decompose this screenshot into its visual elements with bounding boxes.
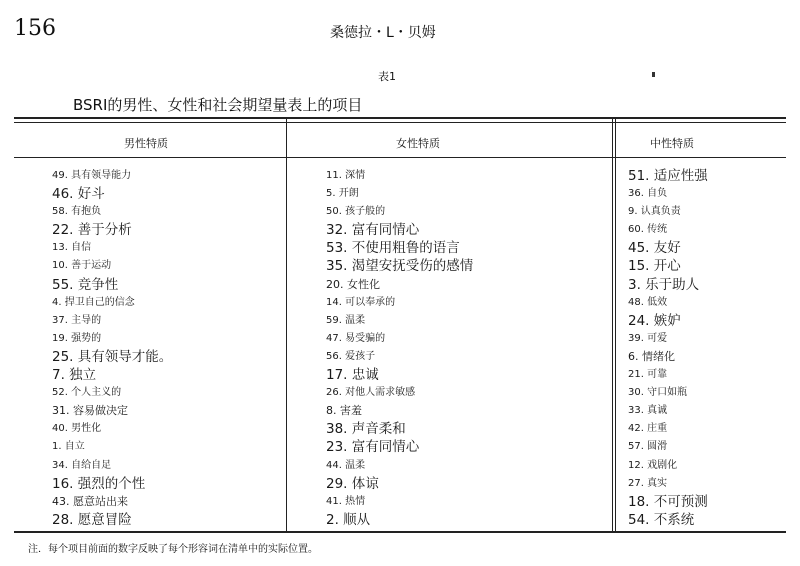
feminine-trait-item: 2. 顺从 bbox=[326, 511, 371, 528]
neutral-trait-item: 15. 开心 bbox=[628, 258, 681, 275]
running-header: 桑德拉・L・贝姆 bbox=[330, 25, 436, 41]
neutral-trait-item: 6. 情绪化 bbox=[628, 349, 675, 363]
neutral-trait-item: 9. 认真负责 bbox=[628, 206, 681, 218]
masculine-trait-item: 7. 独立 bbox=[52, 367, 97, 384]
feminine-trait-item: 23. 富有同情心 bbox=[326, 439, 420, 456]
neutral-trait-item: 18. 不可预测 bbox=[628, 493, 708, 510]
masculine-trait-item: 10. 善于运动 bbox=[52, 260, 112, 272]
masculine-trait-item: 43. 愿意站出来 bbox=[52, 494, 128, 508]
column-divider bbox=[286, 119, 287, 532]
masculine-trait-item: 37. 主导的 bbox=[52, 314, 102, 326]
masculine-trait-item: 16. 强烈的个性 bbox=[52, 475, 146, 492]
feminine-trait-item: 53. 不使用粗鲁的语言 bbox=[326, 240, 460, 257]
neutral-trait-item: 60. 传统 bbox=[628, 224, 668, 236]
neutral-traits-list bbox=[628, 167, 708, 529]
column-divider bbox=[612, 119, 613, 532]
masculine-trait-item: 46. 好斗 bbox=[52, 186, 105, 203]
masculine-trait-item: 13. 自信 bbox=[52, 242, 92, 254]
masculine-trait-item: 58. 有抱负 bbox=[52, 206, 102, 218]
feminine-trait-item: 29. 体谅 bbox=[326, 475, 379, 492]
masculine-trait-item: 19. 强势的 bbox=[52, 332, 102, 344]
column-divider bbox=[615, 119, 616, 532]
ink-mark bbox=[652, 72, 655, 77]
feminine-trait-item: 38. 声音柔和 bbox=[326, 421, 406, 438]
masculine-trait-item: 49. 具有领导能力 bbox=[52, 170, 132, 181]
neutral-trait-item: 45. 友好 bbox=[628, 240, 681, 257]
feminine-trait-item: 11. 深情 bbox=[326, 170, 366, 181]
neutral-trait-item: 21. 可靠 bbox=[628, 369, 668, 381]
neutral-trait-item: 51. 适应性强 bbox=[628, 168, 708, 184]
neutral-trait-item: 36. 自负 bbox=[628, 188, 668, 200]
feminine-trait-item: 56. 爱孩子 bbox=[326, 350, 376, 362]
feminine-trait-item: 41. 热情 bbox=[326, 495, 366, 507]
column-header-feminine: 女性特质 bbox=[396, 137, 440, 150]
neutral-trait-item: 3. 乐于助人 bbox=[628, 276, 700, 293]
feminine-trait-item: 35. 渴望安抚受伤的感情 bbox=[326, 258, 474, 275]
masculine-trait-item: 34. 自给自足 bbox=[52, 459, 112, 471]
column-header-neutral: 中性特质 bbox=[650, 137, 694, 150]
neutral-trait-item: 39. 可爱 bbox=[628, 332, 668, 344]
feminine-trait-item: 50. 孩子般的 bbox=[326, 206, 386, 218]
neutral-trait-item: 24. 嫉妒 bbox=[628, 312, 681, 329]
column-header-masculine: 男性特质 bbox=[124, 137, 168, 150]
neutral-trait-item: 57. 圆滑 bbox=[628, 441, 668, 453]
feminine-trait-item: 5. 开朗 bbox=[326, 188, 359, 200]
feminine-trait-item: 32. 富有同情心 bbox=[326, 222, 420, 239]
feminine-trait-item: 44. 温柔 bbox=[326, 459, 366, 471]
neutral-trait-item: 33. 真诚 bbox=[628, 405, 668, 417]
table-label: 表1 bbox=[378, 70, 396, 83]
table-title: BSRI的男性、女性和社会期望量表上的项目 bbox=[73, 96, 363, 114]
feminine-traits-list bbox=[326, 167, 473, 529]
masculine-trait-item: 31. 容易做决定 bbox=[52, 404, 128, 418]
feminine-trait-item: 8. 害羞 bbox=[326, 404, 362, 418]
neutral-trait-item: 48. 低效 bbox=[628, 296, 668, 308]
table-bottom-rule bbox=[14, 531, 786, 533]
page-number: 156 bbox=[14, 16, 56, 41]
footnote: 注．每个项目前面的数字反映了每个形容词在清单中的实际位置。 bbox=[28, 544, 318, 555]
neutral-trait-item: 12. 戏剧化 bbox=[628, 459, 678, 471]
masculine-trait-item: 40. 男性化 bbox=[52, 423, 102, 435]
table-top-rule bbox=[14, 117, 786, 119]
masculine-trait-item: 4. 捍卫自己的信念 bbox=[52, 296, 135, 308]
neutral-trait-item: 42. 庄重 bbox=[628, 423, 668, 435]
table-top-rule-inner bbox=[14, 122, 786, 123]
header-rule bbox=[14, 157, 786, 158]
masculine-trait-item: 25. 具有领导才能。 bbox=[52, 348, 173, 365]
feminine-trait-item: 14. 可以奉承的 bbox=[326, 296, 396, 308]
feminine-trait-item: 20. 女性化 bbox=[326, 277, 380, 291]
feminine-trait-item: 59. 温柔 bbox=[326, 314, 366, 326]
feminine-trait-item: 26. 对他人需求敏感 bbox=[326, 387, 416, 399]
neutral-trait-item: 54. 不系统 bbox=[628, 511, 695, 528]
masculine-trait-item: 1. 自立 bbox=[52, 441, 85, 453]
masculine-trait-item: 55. 竞争性 bbox=[52, 276, 119, 293]
masculine-trait-item: 52. 个人主义的 bbox=[52, 387, 122, 399]
feminine-trait-item: 47. 易受骗的 bbox=[326, 332, 386, 344]
neutral-trait-item: 27. 真实 bbox=[628, 477, 668, 489]
masculine-trait-item: 22. 善于分析 bbox=[52, 222, 132, 239]
feminine-trait-item: 17. 忠诚 bbox=[326, 367, 379, 384]
neutral-trait-item: 30. 守口如瓶 bbox=[628, 387, 688, 399]
masculine-traits-list bbox=[52, 167, 172, 529]
masculine-trait-item: 28. 愿意冒险 bbox=[52, 511, 132, 528]
